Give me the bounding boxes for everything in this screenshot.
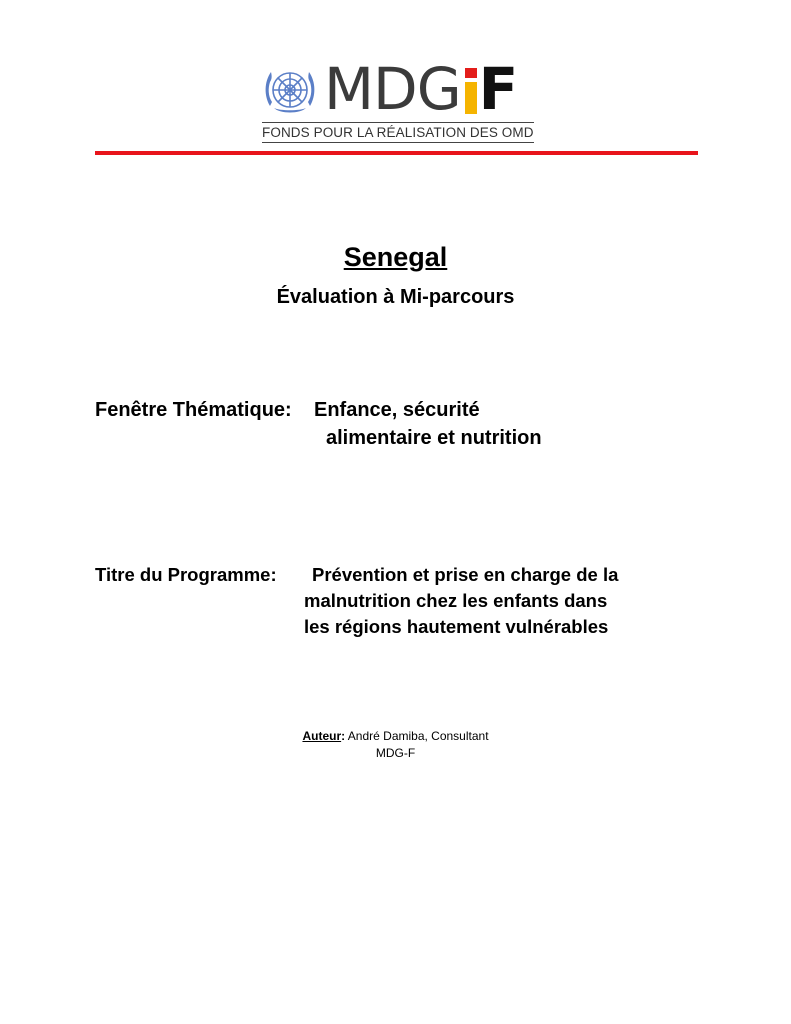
author-label: Auteur bbox=[302, 729, 342, 743]
wordmark-f: F bbox=[478, 55, 518, 123]
document-title: Senegal bbox=[343, 242, 448, 272]
thematic-window-label: Fenêtre Thématique: bbox=[95, 399, 292, 421]
mdgf-wordmark bbox=[324, 54, 517, 124]
author-label-colon: : bbox=[341, 729, 346, 743]
thematic-window-value bbox=[314, 396, 542, 452]
wordmark-colon-mark bbox=[465, 68, 477, 114]
programme-title-line-2: malnutrition chez les enfants dans bbox=[304, 590, 608, 611]
thematic-window-line-2: alimentaire et nutrition bbox=[326, 427, 542, 449]
author-name: André Damiba, Consultant bbox=[345, 729, 489, 743]
logo-tagline-underline bbox=[262, 142, 534, 143]
programme-title-line-3: les régions hautement vulnérables bbox=[304, 616, 609, 637]
mdgf-logo bbox=[258, 54, 538, 144]
thematic-window-line-1: Enfance, sécurité bbox=[314, 399, 480, 421]
programme-title-line-1: Prévention et prise en charge de la bbox=[312, 564, 619, 585]
document-subtitle: Évaluation à Mi-parcours bbox=[276, 286, 515, 308]
logo-tagline: FONDS POUR LA RÉALISATION DES OMD bbox=[262, 122, 534, 140]
programme-title-value bbox=[304, 562, 618, 640]
wordmark-mdg: MDG bbox=[324, 55, 461, 123]
programme-title-label: Titre du Programme: bbox=[95, 564, 277, 585]
un-emblem-icon bbox=[262, 62, 318, 118]
header-divider bbox=[95, 151, 698, 155]
author-organization: MDG-F bbox=[375, 746, 416, 760]
author-line bbox=[0, 728, 791, 744]
